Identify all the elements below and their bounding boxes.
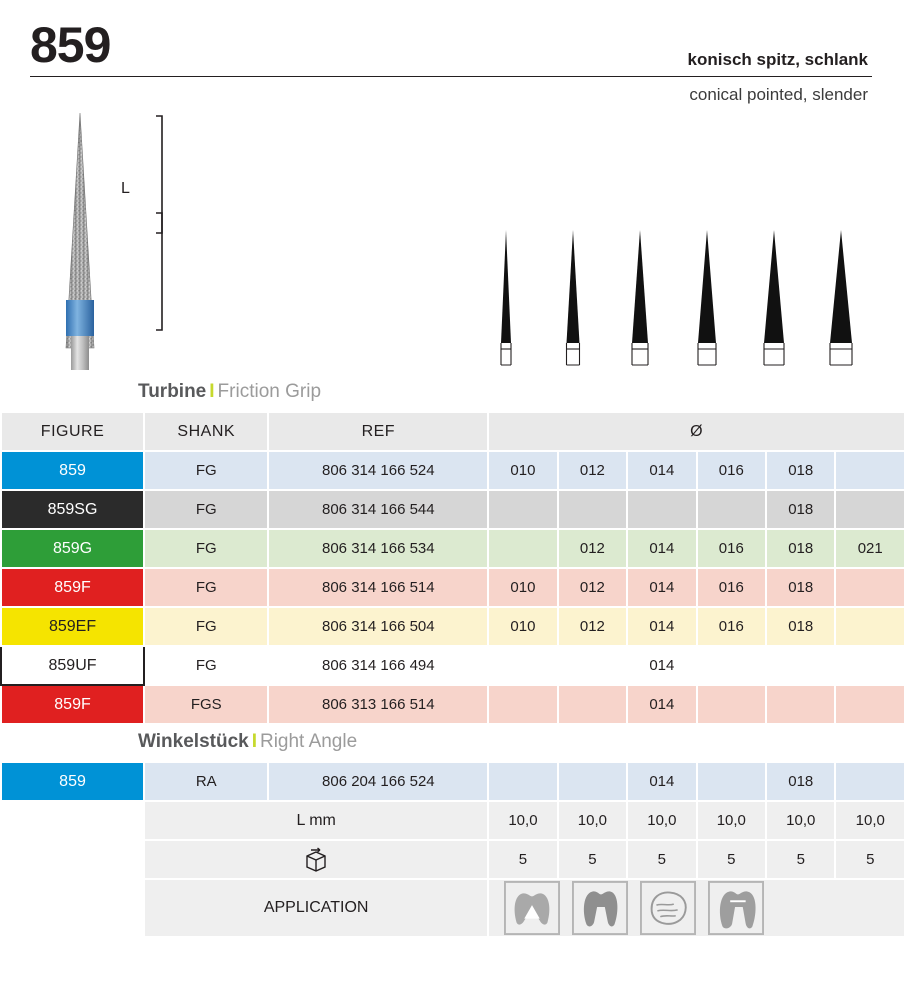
length-label: L mm [144,801,488,840]
section-turbine-de: Turbine [138,381,207,402]
ref-cell: 806 314 166 544 [268,490,488,529]
length-indicator-label: L [121,180,130,197]
section-handpiece-de: Winkelstück [138,731,249,752]
ref-cell: 806 204 166 524 [268,762,488,801]
ref-cell: 806 314 166 534 [268,529,488,568]
title-english: conical pointed, slender [689,85,868,104]
length-value: 10,0 [488,801,557,840]
diameter-cell [835,685,905,724]
diameter-cell: 016 [697,451,766,490]
diameter-cell: 012 [558,529,627,568]
bur-size-illustrations [478,225,878,375]
diameter-cell [697,685,766,724]
shank-cell: FG [144,568,268,607]
handpiece-table [0,761,906,938]
shank-cell: FG [144,451,268,490]
diameter-cell [558,490,627,529]
diameter-cell [766,646,835,685]
length-value: 10,0 [766,801,835,840]
diameter-cell: 012 [558,607,627,646]
shank-cell: FG [144,529,268,568]
diameter-cell: 018 [766,568,835,607]
shank-cell: FGS [144,685,268,724]
figure-cell: 859 [1,762,144,801]
diameter-cell: 014 [627,762,696,801]
figure-cell: 859F [1,685,144,724]
figure-cell: 859F [1,568,144,607]
diameter-cell: 014 [627,607,696,646]
diameter-cell: 012 [558,568,627,607]
length-value: 10,0 [835,801,905,840]
ref-cell: 806 314 166 494 [268,646,488,685]
diameter-cell: 010 [488,451,557,490]
application-icons [488,879,905,937]
diameter-cell [697,762,766,801]
diameter-cell: 014 [627,685,696,724]
diameter-cell: 016 [697,529,766,568]
table-row[interactable] [1,607,905,646]
section-caption-turbine [0,381,906,403]
table-header-row [1,412,905,451]
figure-cell: 859EF [1,607,144,646]
length-value: 10,0 [627,801,696,840]
section-handpiece-en: Right Angle [259,731,358,752]
pack-value: 5 [697,840,766,879]
diameter-cell [766,685,835,724]
length-value: 10,0 [558,801,627,840]
diameter-cell [488,490,557,529]
section-caption-handpiece [0,731,906,753]
pack-value: 5 [488,840,557,879]
tooth-cavity-icon [571,880,629,936]
section-handpiece-separator: I [251,731,257,752]
diameter-cell: 016 [697,607,766,646]
shank-cell: RA [144,762,268,801]
diameter-cell: 018 [766,762,835,801]
diameter-cell [558,646,627,685]
table-row[interactable] [1,451,905,490]
diameter-cell: 010 [488,568,557,607]
diameter-cell [558,685,627,724]
diameter-cell: 014 [627,451,696,490]
pack-value: 5 [835,840,905,879]
diameter-cell [835,762,905,801]
table-row[interactable] [1,568,905,607]
header-diameter: Ø [488,412,905,451]
title-german: konisch spitz, schlank [687,50,868,69]
section-turbine-separator: I [209,381,215,402]
header-figure: FIGURE [1,412,144,451]
page-title: 859 [30,17,111,73]
application-row [1,879,905,937]
pack-value: 5 [558,840,627,879]
figure-cell: 859 [1,451,144,490]
specification-table [0,411,906,725]
tooth-occlusal-icon [503,880,561,936]
page-header [0,0,906,104]
diameter-cell [697,646,766,685]
ref-cell: 806 314 166 524 [268,451,488,490]
table-row[interactable] [1,762,905,801]
ref-cell: 806 314 166 504 [268,607,488,646]
diameter-cell: 010 [488,607,557,646]
ref-cell: 806 314 166 514 [268,568,488,607]
table-row[interactable] [1,685,905,724]
figure-cell: 859UF [1,646,144,685]
diameter-cell [558,762,627,801]
box-icon [144,840,488,879]
diameter-cell: 014 [627,568,696,607]
diameter-cell: 018 [766,451,835,490]
diameter-cell: 018 [766,607,835,646]
diameter-cell: 018 [766,529,835,568]
tooth-crown-icon [639,880,697,936]
shank-cell: FG [144,607,268,646]
diameter-cell: 021 [835,529,905,568]
header-shank: SHANK [144,412,268,451]
diameter-cell: 012 [558,451,627,490]
header-ref: REF [268,412,488,451]
table-row[interactable] [1,490,905,529]
diameter-cell: 016 [697,568,766,607]
figure-cell: 859SG [1,490,144,529]
table-row[interactable] [1,529,905,568]
pack-value: 5 [627,840,696,879]
application-label: APPLICATION [144,879,488,937]
illustration-area [0,100,906,375]
shank-cell: FG [144,490,268,529]
diameter-cell [835,646,905,685]
tooth-molar-icon [707,880,765,936]
header-divider [30,76,872,77]
figure-cell: 859G [1,529,144,568]
ref-cell: 806 313 166 514 [268,685,488,724]
section-turbine-en: Friction Grip [217,381,322,402]
spacer-cell [1,840,144,879]
diameter-cell: 014 [627,529,696,568]
table-row[interactable] [1,646,905,685]
diameter-cell [488,685,557,724]
diameter-cell [488,529,557,568]
diameter-cell [488,762,557,801]
length-row [1,801,905,840]
shank-cell: FG [144,646,268,685]
diameter-cell [697,490,766,529]
large-bur-illustration [44,108,164,378]
spacer-cell [1,801,144,840]
diameter-cell: 018 [766,490,835,529]
diameter-cell [835,607,905,646]
length-value: 10,0 [697,801,766,840]
pack-value: 5 [766,840,835,879]
diameter-cell [835,451,905,490]
spacer-cell [1,879,144,937]
diameter-cell [835,490,905,529]
diameter-cell [488,646,557,685]
diameter-cell [835,568,905,607]
diameter-cell: 014 [627,646,696,685]
diameter-cell [627,490,696,529]
pack-quantity-row [1,840,905,879]
